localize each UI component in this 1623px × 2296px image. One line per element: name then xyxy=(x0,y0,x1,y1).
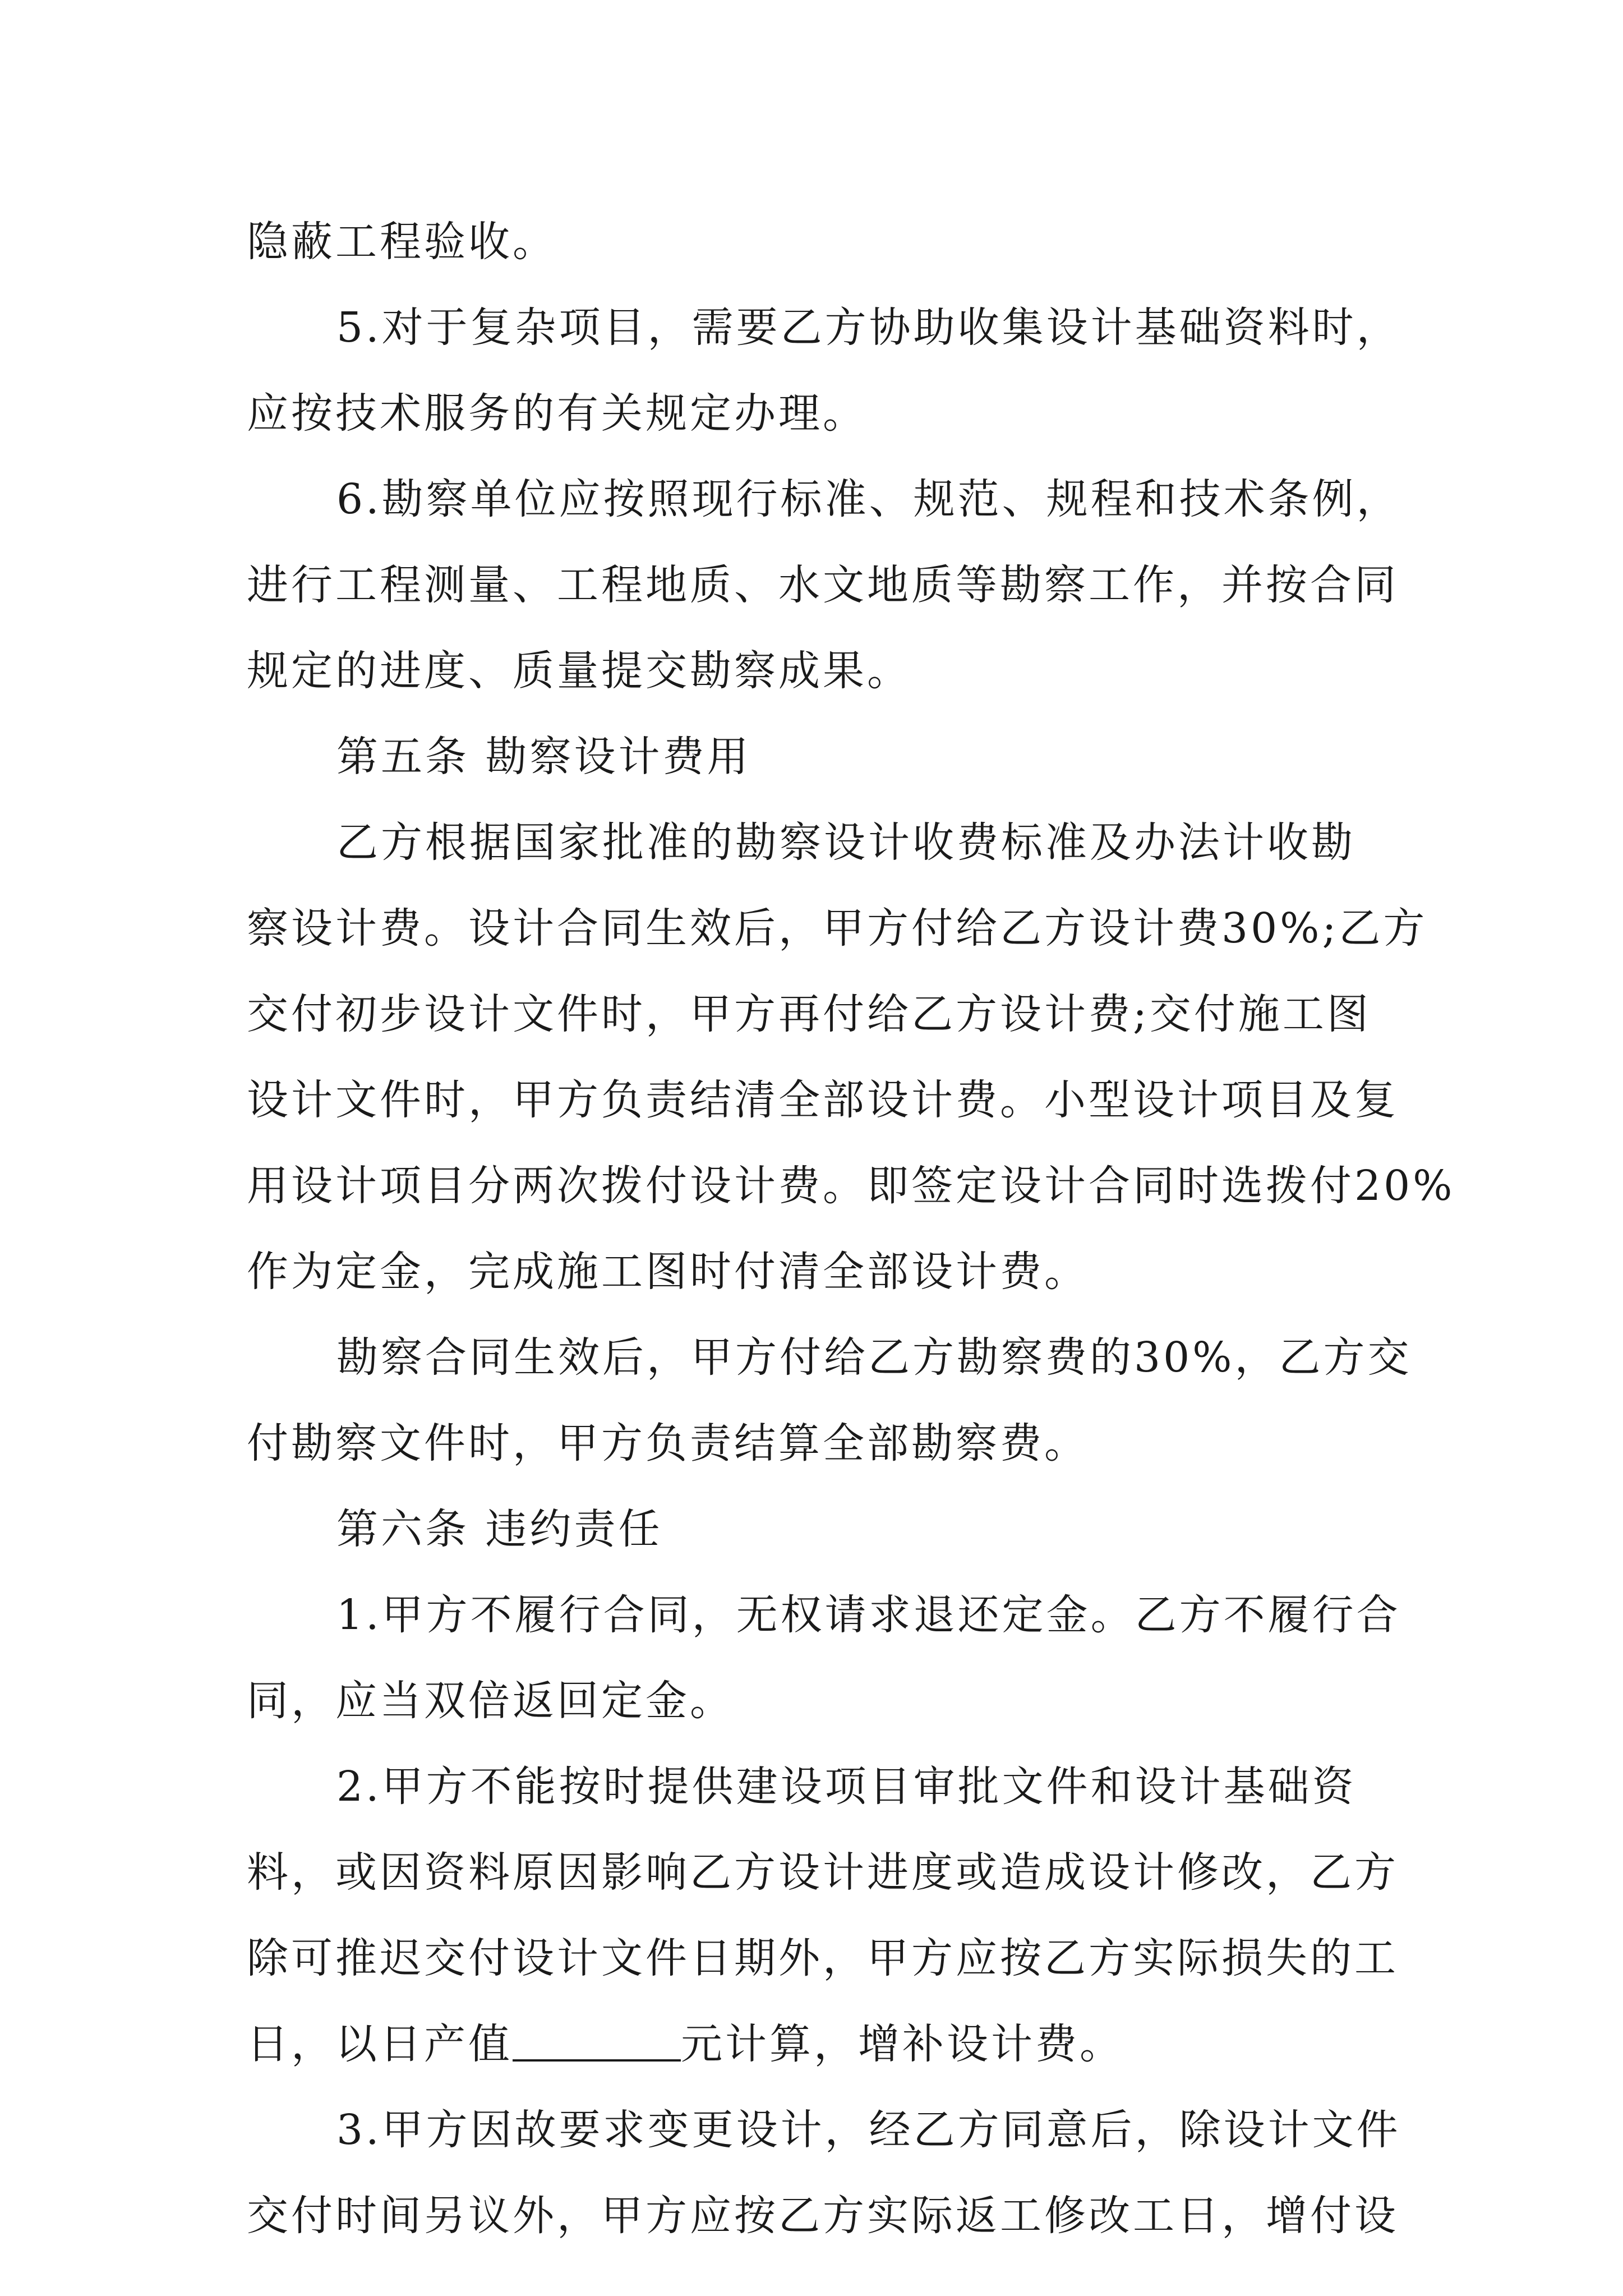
clause-5-line: 5.对于复杂项目，需要乙方协助收集设计基础资料时， xyxy=(336,303,1401,352)
survey-fee-paragraph-line: 勘察合同生效后，甲方付给乙方勘察费的30%，乙方交 xyxy=(336,1333,1412,1382)
text-line: 用设计项目分两次拨付设计费。即签定设计合同时选拨付20% xyxy=(247,1162,1455,1210)
liability-3-line: 3.甲方因故要求变更设计，经乙方同意后，除设计文件 xyxy=(336,2106,1401,2154)
fee-paragraph-line: 乙方根据国家批准的勘察设计收费标准及办法计收勘 xyxy=(336,818,1355,867)
text-line: 应按技术服务的有关规定办理。 xyxy=(247,389,867,438)
text-line: 隐蔽工程验收。 xyxy=(247,218,557,266)
clause-6-line: 6.勘察单位应按照现行标准、规范、规程和技术条例， xyxy=(336,475,1401,523)
liability-2-line: 2.甲方不能按时提供建设项目审批文件和设计基础资 xyxy=(336,1763,1357,1811)
contract-text-body xyxy=(247,199,1455,2259)
text-line: 进行工程测量、工程地质、水文地质等勘察工作，并按合同 xyxy=(247,561,1399,609)
text-segment: 日，以日产值 xyxy=(247,2020,513,2068)
text-line: 同，应当双倍返回定金。 xyxy=(247,1677,734,1725)
text-line: 察设计费。设计合同生效后，甲方付给乙方设计费30%;乙方 xyxy=(247,904,1428,953)
text-line: 设计文件时，甲方负责结清全部设计费。小型设计项目及复 xyxy=(247,1076,1399,1124)
liability-1-line: 1.甲方不履行合同，无权请求退还定金。乙方不履行合 xyxy=(336,1591,1401,1639)
article-6-heading: 第六条 违约责任 xyxy=(336,1505,663,1553)
text-line: 作为定金，完成施工图时付清全部设计费。 xyxy=(247,1248,1089,1296)
fill-in-blank xyxy=(513,2059,681,2062)
text-line: 交付时间另议外，甲方应按乙方实际返工修改工日，增付设 xyxy=(247,2192,1399,2240)
article-5-heading: 第五条 勘察设计费用 xyxy=(336,733,751,781)
text-line: 规定的进度、质量提交勘察成果。 xyxy=(247,647,911,695)
text-line: 除可推迟交付设计文件日期外，甲方应按乙方实际损失的工 xyxy=(247,1934,1399,1982)
text-segment: 元计算，增补设计费。 xyxy=(681,2020,1124,2068)
text-line: 交付初步设计文件时，甲方再付给乙方设计费;交付施工图 xyxy=(247,990,1371,1038)
text-line: 付勘察文件时，甲方负责结算全部勘察费。 xyxy=(247,1419,1089,1467)
text-line-with-blank xyxy=(247,2001,1399,2087)
text-line: 料，或因资料原因影响乙方设计进度或造成设计修改，乙方 xyxy=(247,1848,1399,1897)
